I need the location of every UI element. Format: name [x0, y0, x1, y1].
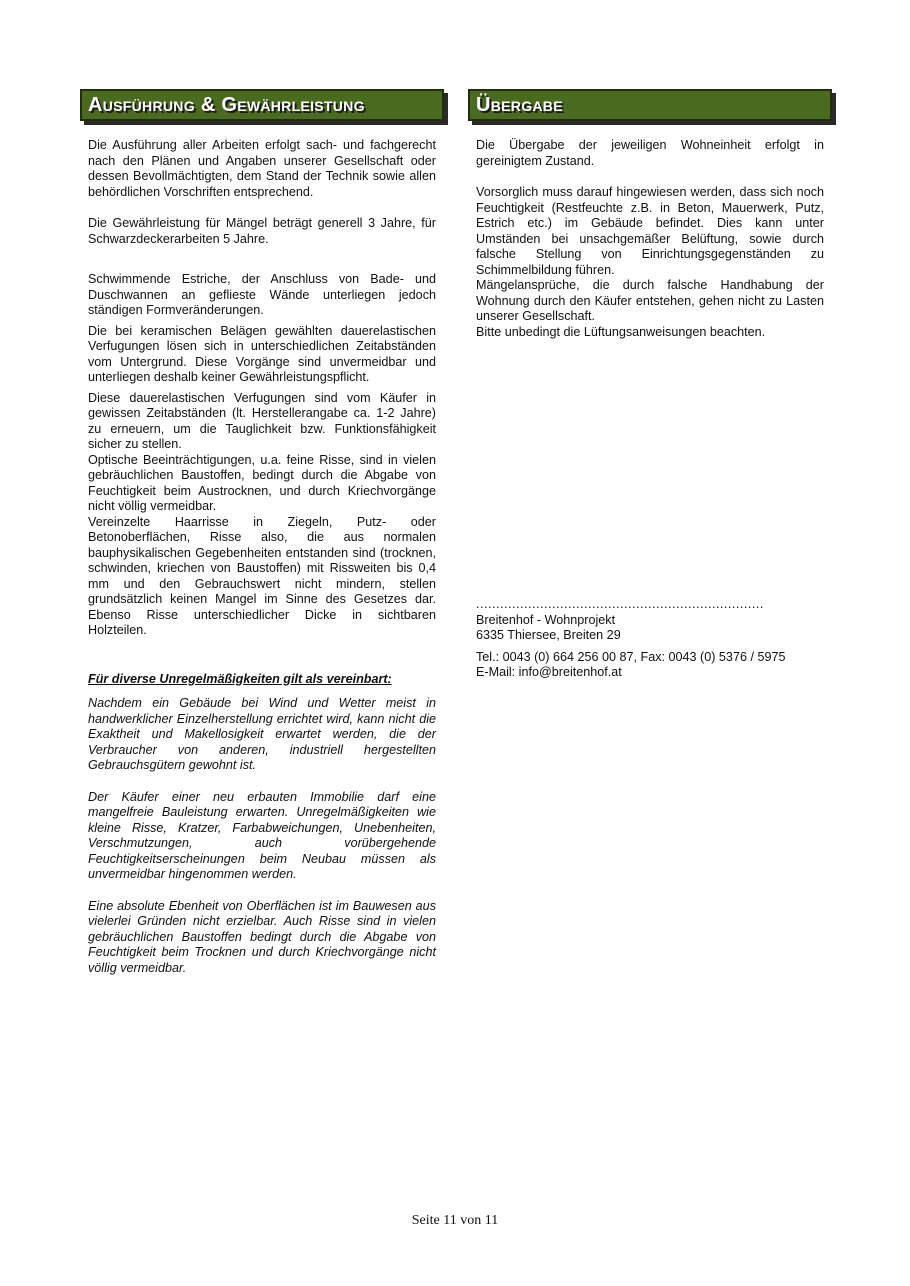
section-heading: Übergabe	[476, 94, 563, 116]
subheading: Für diverse Unregelmäßigkeiten gilt als vereinbart:	[88, 671, 392, 686]
paragraph: Die Gewährleistung für Mängel beträgt generell 3 Jahre, für Schwarzdeckerarbeiten 5 Jahre.	[88, 216, 436, 246]
company-name: Breitenhof - Wohnprojekt	[476, 612, 616, 627]
paragraph: Schwimmende Estriche, der Anschluss von Bade- und Duschwannen an geflieste Wände unterliegen jedoch ständigen Formveränderungen.	[88, 272, 436, 317]
left-column	[80, 89, 444, 976]
uebergabe-text	[468, 138, 832, 340]
paragraph: Vorsorglich muss darauf hingewiesen werden, dass sich noch Feuchtigkeit (Restfeuchte z.B. in Beton, Mauerwerk, Putz, Estrich etc.) im Gebäude befindet. Dies kann unter Umständen bei unsachgemäßer Belüftung, sowie durch falsche Stellung von Einrichtungsgegenständen zu Schimmelbildung führen.	[476, 185, 824, 277]
section-heading: Ausführung & Gewährleistung	[88, 94, 365, 116]
signature-block	[468, 597, 832, 681]
signature-line: ........................................................................	[476, 597, 764, 611]
paragraph: Vereinzelte Haarrisse in Ziegeln, Putz- oder Betonoberflächen, Risse also, die aus normalen bauphysikalischen Gegebenheiten entstanden sind (trocknen, schwinden, kriechen von Baustoffen) mit Rissweiten bis 0,4 mm und den Gebrauchswert nicht mindern, stellen grundsätzlich keinen Mangel im Sinne des Gesetzes dar. Ebenso Risse unterschiedlicher Dicke in sichtbaren Holzteilen.	[88, 514, 436, 637]
paragraph: Die Übergabe der jeweiligen Wohneinheit erfolgt in gereinigtem Zustand.	[476, 138, 824, 168]
italic-paragraph: Eine absolute Ebenheit von Oberflächen ist im Bauwesen aus vielerlei Gründen nicht erzielbar. Auch Risse sind in vielen gebräuchlichen Baustoffen bedingt durch die Abgabe von Feuchtigkeit beim Trocknen und durch Kriechvorgänge nicht völlig vermeidbar.	[88, 898, 436, 975]
ausfuehrung-text	[80, 138, 444, 976]
right-column	[468, 89, 832, 679]
contact-email: E-Mail: info@breitenhof.at	[476, 665, 622, 679]
paragraph: Die Ausführung aller Arbeiten erfolgt sach- und fachgerecht nach den Plänen und Angaben unserer Gesellschaft oder dessen Bevollmächtigten, dem Stand der Technik sowie allen behördlichen Vorschriften entsprechend.	[88, 138, 436, 199]
section-header-ausfuehrung	[80, 89, 444, 121]
contact-phone: Tel.: 0043 (0) 664 256 00 87, Fax: 0043 (0) 5376 / 5975	[476, 649, 786, 664]
section-header-uebergabe	[468, 89, 832, 121]
italic-paragraph: Nachdem ein Gebäude bei Wind und Wetter meist in handwerklicher Einzelherstellung errichtet wird, kann nicht die Exaktheit und Makellosigkeit erwartet werden, die der Verbraucher von anderen, industriell hergestellten Gebrauchsgütern gewohnt ist.	[88, 696, 436, 772]
italic-paragraph: Der Käufer einer neu erbauten Immobilie darf eine mangelfreie Bauleistung erwarten. Unregelmäßigkeiten wie kleine Risse, Kratzer, Farbabweichungen, Unebenheiten, Verschmutzungen, auch vorübergehende Feuchtigkeitserscheinungen beim Neubau müssen als unvermeidbar hingenommen werden.	[88, 789, 436, 881]
paragraph: Optische Beeinträchtigungen, u.a. feine Risse, sind in vielen gebräuchlichen Baustoffen, bedingt durch die Abgabe von Feuchtigkeit beim Austrocknen, und durch Kriechvorgänge nicht völlig vermeidbar.	[88, 452, 436, 513]
company-address: 6335 Thiersee, Breiten 29	[476, 628, 621, 642]
paragraph: Die bei keramischen Belägen gewählten dauerelastischen Verfugungen lösen sich in unterschiedlichen Zeitabständen vom Untergrund. Diese Vorgänge sind unvermeidbar und unterliegen deshalb keiner Gewährleistungspflicht.	[88, 323, 436, 384]
page-number: Seite 11 von 11	[411, 1213, 499, 1228]
paragraph: Mängelansprüche, die durch falsche Handhabung der Wohnung durch den Käufer entstehen, gehen nicht zu Lasten unserer Gesellschaft.	[476, 278, 824, 323]
paragraph: Diese dauerelastischen Verfugungen sind vom Käufer in gewissen Zeitabständen (lt. Herstellerangabe ca. 1-2 Jahre) zu erneuern, um die Tauglichkeit bzw. Funktionsfähigkeit sicher zu stellen.	[88, 390, 436, 451]
paragraph: Bitte unbedingt die Lüftungsanweisungen beachten.	[476, 324, 766, 339]
